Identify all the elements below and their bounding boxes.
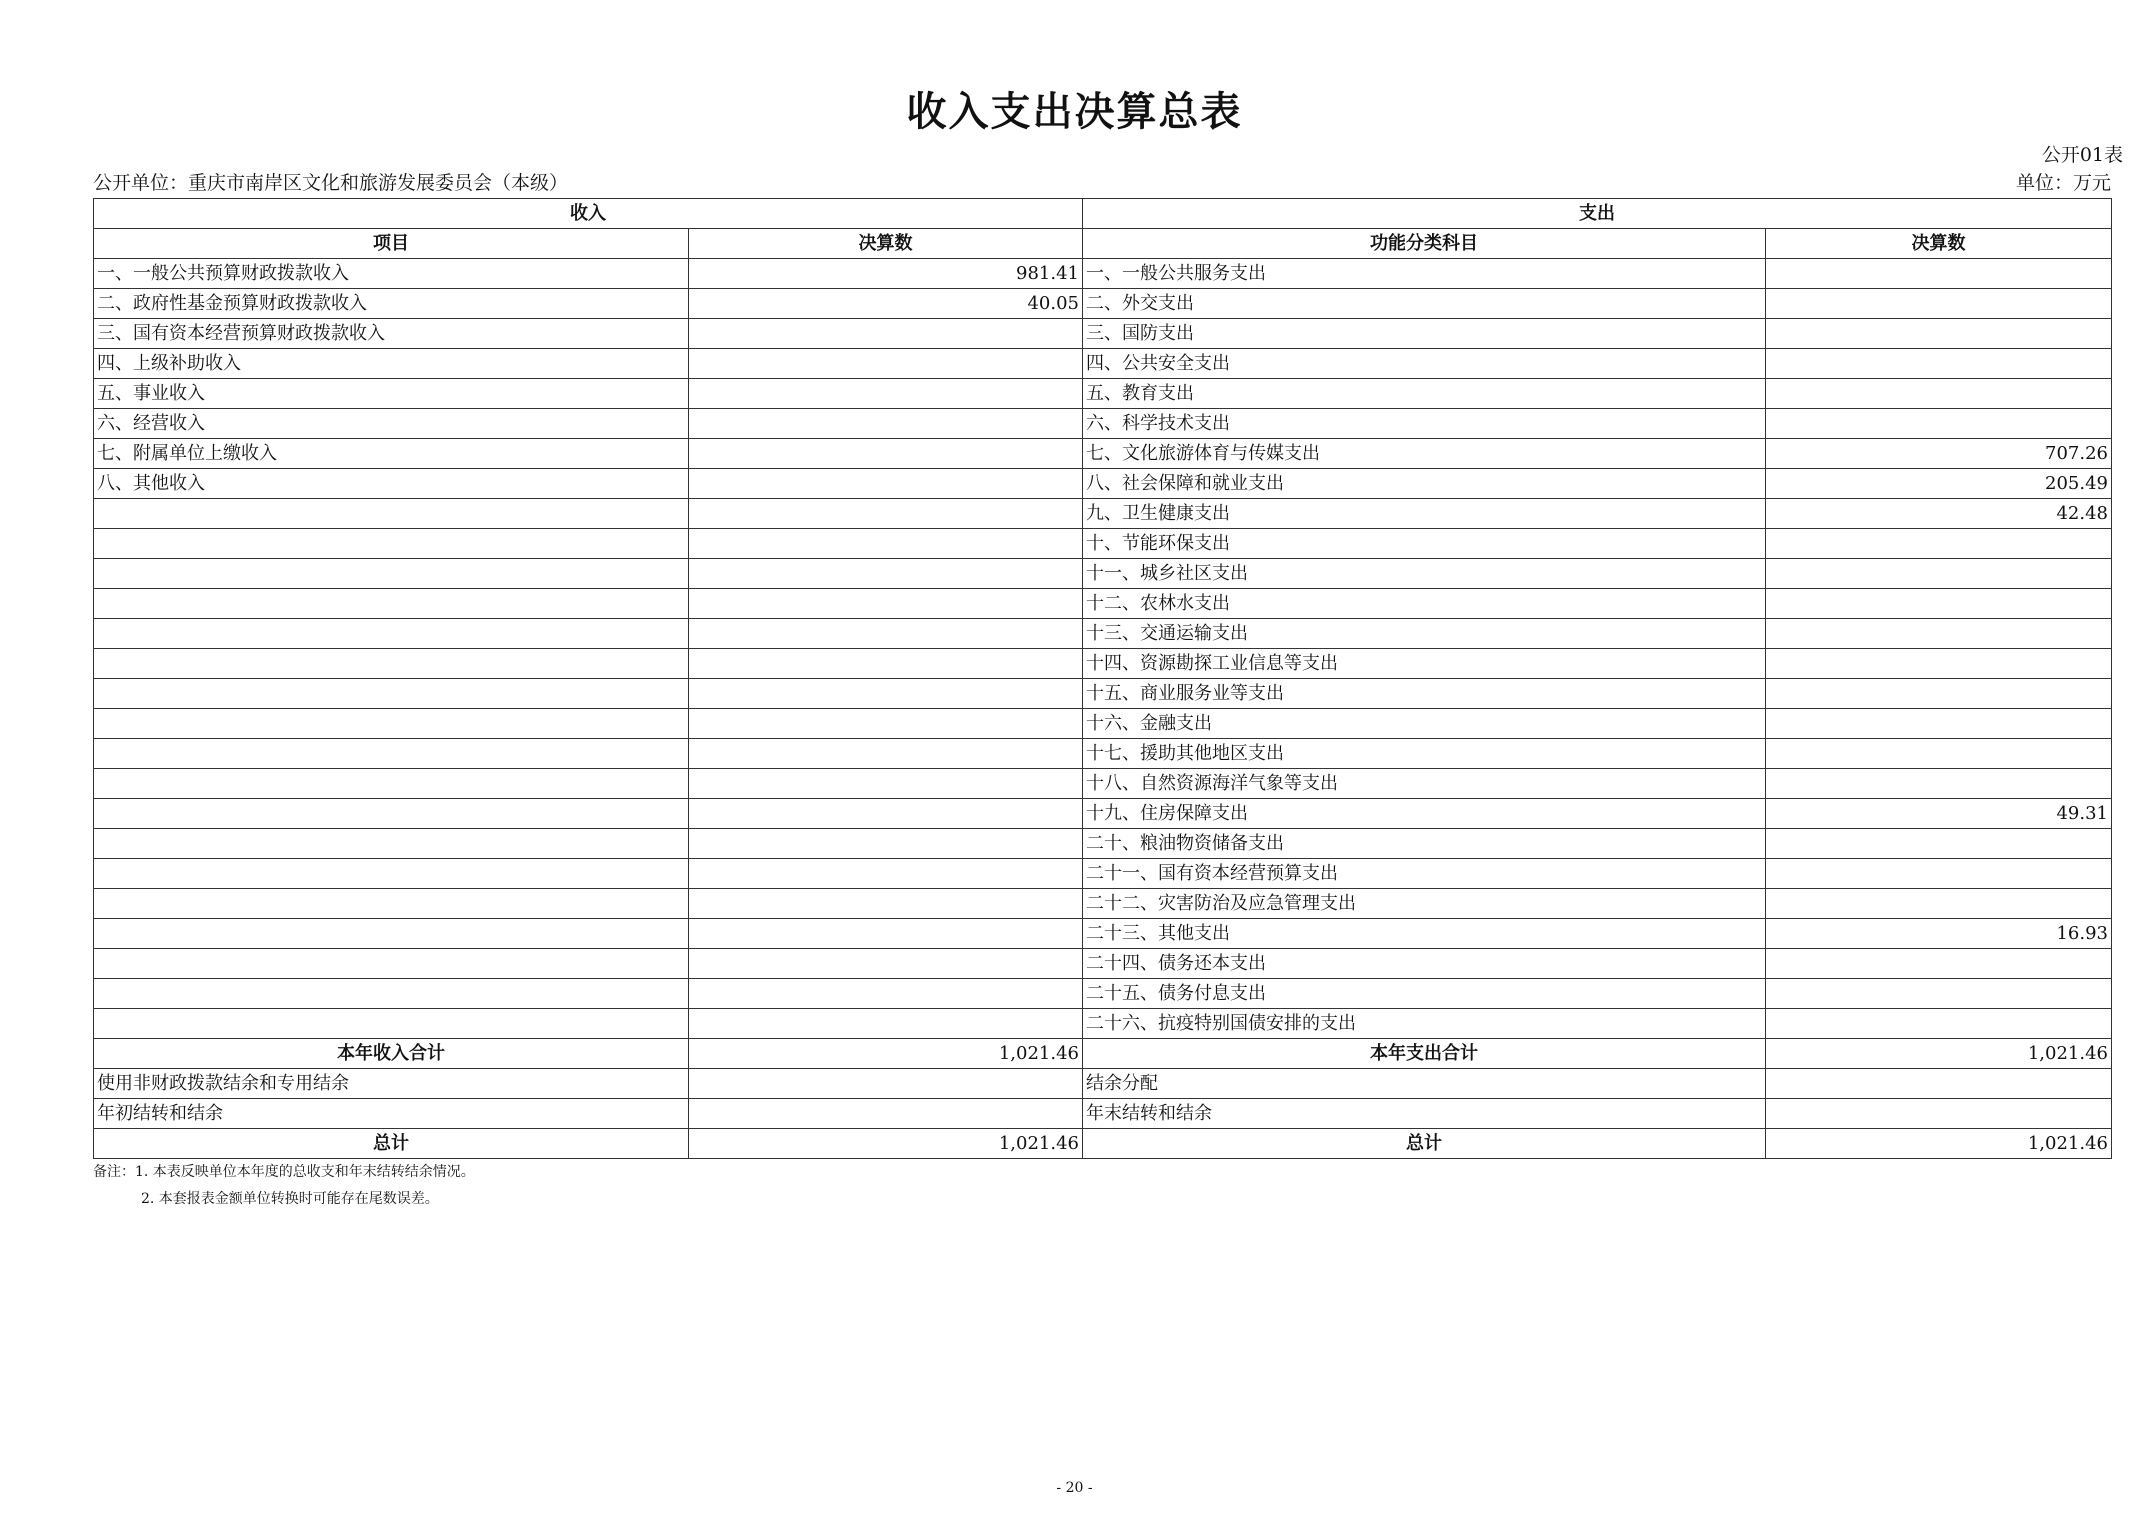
expense-item-cell: 九、卫生健康支出 xyxy=(1083,499,1766,529)
income-item-cell: 五、事业收入 xyxy=(94,379,689,409)
income-item-cell: 六、经营收入 xyxy=(94,409,689,439)
table-row xyxy=(94,559,2112,589)
expense-amount-cell: 205.49 xyxy=(1766,469,2112,499)
currency-unit: 单位：万元 xyxy=(2015,172,2111,194)
expense-amount-column-header: 决算数 xyxy=(1766,229,2112,259)
expense-amount-cell xyxy=(1766,949,2112,979)
income-item-cell xyxy=(94,709,689,739)
table-row xyxy=(94,289,2112,319)
income-item-cell xyxy=(94,949,689,979)
expense-item-cell: 十三、交通运输支出 xyxy=(1083,619,1766,649)
expense-amount-cell xyxy=(1766,1069,2112,1099)
expense-amount-cell xyxy=(1766,589,2112,619)
expense-amount-cell xyxy=(1766,679,2112,709)
table-row xyxy=(94,739,2112,769)
expense-item-cell: 六、科学技术支出 xyxy=(1083,409,1766,439)
table-row xyxy=(94,469,2112,499)
expense-amount-cell: 707.26 xyxy=(1766,439,2112,469)
income-amount-cell xyxy=(689,379,1083,409)
expense-amount-cell xyxy=(1766,409,2112,439)
income-item-cell: 三、国有资本经营预算财政拨款收入 xyxy=(94,319,689,349)
expense-amount-cell: 1,021.46 xyxy=(1766,1039,2112,1069)
header-row-top xyxy=(94,199,2112,229)
expense-amount-cell xyxy=(1766,289,2112,319)
income-amount-cell xyxy=(689,589,1083,619)
income-amount-cell xyxy=(689,529,1083,559)
income-header: 收入 xyxy=(94,199,1083,229)
expense-item-cell: 十八、自然资源海洋气象等支出 xyxy=(1083,769,1766,799)
expense-amount-cell: 42.48 xyxy=(1766,499,2112,529)
income-amount-cell xyxy=(689,979,1083,1009)
table-row xyxy=(94,829,2112,859)
expense-amount-cell xyxy=(1766,979,2112,1009)
table-row xyxy=(94,649,2112,679)
income-item-cell xyxy=(94,769,689,799)
table-body xyxy=(94,199,2112,1159)
expense-amount-cell xyxy=(1766,889,2112,919)
expense-item-cell: 十五、商业服务业等支出 xyxy=(1083,679,1766,709)
income-item-cell: 八、其他收入 xyxy=(94,469,689,499)
income-item-cell: 二、政府性基金预算财政拨款收入 xyxy=(94,289,689,319)
expense-amount-cell xyxy=(1766,739,2112,769)
expense-item-cell: 七、文化旅游体育与传媒支出 xyxy=(1083,439,1766,469)
table-row xyxy=(94,499,2112,529)
table-row xyxy=(94,379,2112,409)
expense-amount-cell xyxy=(1766,259,2112,289)
table-number: 公开01表 xyxy=(2041,144,2123,166)
income-item-cell: 一、一般公共预算财政拨款收入 xyxy=(94,259,689,289)
table-row xyxy=(94,529,2112,559)
expense-amount-cell xyxy=(1766,769,2112,799)
expense-amount-cell xyxy=(1766,529,2112,559)
expense-amount-cell xyxy=(1766,649,2112,679)
table-row xyxy=(94,1099,2112,1129)
income-item-cell xyxy=(94,979,689,1009)
expense-item-cell: 十七、援助其他地区支出 xyxy=(1083,739,1766,769)
expense-amount-cell xyxy=(1766,559,2112,589)
income-amount-cell xyxy=(689,409,1083,439)
income-amount-column-header: 决算数 xyxy=(689,229,1083,259)
expense-item-cell: 一、一般公共服务支出 xyxy=(1083,259,1766,289)
unit-name: 公开单位：重庆市南岸区文化和旅游发展委员会（本级） xyxy=(93,172,569,194)
expense-amount-cell: 49.31 xyxy=(1766,799,2112,829)
income-item-cell: 四、上级补助收入 xyxy=(94,349,689,379)
table-row xyxy=(94,769,2112,799)
income-amount-cell: 1,021.46 xyxy=(689,1129,1083,1159)
income-item-cell: 使用非财政拨款结余和专用结余 xyxy=(94,1069,689,1099)
page-title: 收入支出决算总表 xyxy=(906,89,1243,135)
table-row xyxy=(94,259,2112,289)
expense-amount-cell xyxy=(1766,319,2112,349)
income-item-cell xyxy=(94,649,689,679)
income-amount-cell xyxy=(689,439,1083,469)
income-amount-cell xyxy=(689,769,1083,799)
expense-header: 支出 xyxy=(1083,199,2112,229)
income-amount-cell xyxy=(689,739,1083,769)
income-item-cell: 总计 xyxy=(94,1129,689,1159)
table-row xyxy=(94,859,2112,889)
table-row xyxy=(94,979,2112,1009)
income-item-cell: 七、附属单位上缴收入 xyxy=(94,439,689,469)
func-category-column-header: 功能分类科目 xyxy=(1083,229,1766,259)
expense-item-cell: 十四、资源勘探工业信息等支出 xyxy=(1083,649,1766,679)
income-amount-cell: 1,021.46 xyxy=(689,1039,1083,1069)
income-item-cell xyxy=(94,919,689,949)
income-amount-cell xyxy=(689,319,1083,349)
table-row xyxy=(94,889,2112,919)
income-item-cell xyxy=(94,739,689,769)
expense-item-cell: 二十五、债务付息支出 xyxy=(1083,979,1766,1009)
table-row xyxy=(94,799,2112,829)
expense-item-cell: 二十四、债务还本支出 xyxy=(1083,949,1766,979)
table-row xyxy=(94,349,2112,379)
expense-amount-cell xyxy=(1766,1009,2112,1039)
subtotal-row xyxy=(94,1039,2112,1069)
income-amount-cell xyxy=(689,1099,1083,1129)
income-amount-cell xyxy=(689,949,1083,979)
income-amount-cell xyxy=(689,349,1083,379)
expense-item-cell: 二十三、其他支出 xyxy=(1083,919,1766,949)
expense-item-cell: 五、教育支出 xyxy=(1083,379,1766,409)
expense-amount-cell xyxy=(1766,829,2112,859)
income-item-cell xyxy=(94,679,689,709)
total-row xyxy=(94,1129,2112,1159)
income-item-cell: 年初结转和结余 xyxy=(94,1099,689,1129)
table-row xyxy=(94,619,2112,649)
expense-amount-cell xyxy=(1766,1099,2112,1129)
income-amount-cell xyxy=(689,859,1083,889)
table-row xyxy=(94,919,2112,949)
income-item-cell xyxy=(94,799,689,829)
table-row xyxy=(94,589,2112,619)
income-item-cell xyxy=(94,829,689,859)
expense-item-cell: 三、国防支出 xyxy=(1083,319,1766,349)
income-amount-cell xyxy=(689,649,1083,679)
income-item-cell xyxy=(94,859,689,889)
expense-amount-cell: 1,021.46 xyxy=(1766,1129,2112,1159)
income-item-cell xyxy=(94,589,689,619)
income-amount-cell xyxy=(689,709,1083,739)
income-item-cell xyxy=(94,559,689,589)
expense-item-cell: 十一、城乡社区支出 xyxy=(1083,559,1766,589)
expense-item-cell: 十、节能环保支出 xyxy=(1083,529,1766,559)
table-row xyxy=(94,679,2112,709)
expense-amount-cell xyxy=(1766,709,2112,739)
income-item-cell xyxy=(94,619,689,649)
income-amount-cell xyxy=(689,889,1083,919)
table-row xyxy=(94,1069,2112,1099)
expense-item-cell: 十六、金融支出 xyxy=(1083,709,1766,739)
expense-item-cell: 十二、农林水支出 xyxy=(1083,589,1766,619)
item-column-header: 项目 xyxy=(94,229,689,259)
note-1: 备注：1. 本表反映单位本年度的总收支和年末结转结余情况。 xyxy=(93,1164,475,1180)
expense-item-cell: 年末结转和结余 xyxy=(1083,1099,1766,1129)
expense-amount-cell xyxy=(1766,349,2112,379)
income-amount-cell xyxy=(689,499,1083,529)
table-row xyxy=(94,319,2112,349)
expense-item-cell: 本年支出合计 xyxy=(1083,1039,1766,1069)
income-item-cell: 本年收入合计 xyxy=(94,1039,689,1069)
page-number: - 20 - xyxy=(1056,1480,1093,1496)
income-amount-cell xyxy=(689,679,1083,709)
table-row xyxy=(94,409,2112,439)
income-amount-cell: 40.05 xyxy=(689,289,1083,319)
income-item-cell xyxy=(94,889,689,919)
table-row xyxy=(94,709,2112,739)
income-amount-cell xyxy=(689,1009,1083,1039)
income-expense-table xyxy=(93,198,2112,1159)
expense-item-cell: 四、公共安全支出 xyxy=(1083,349,1766,379)
income-amount-cell xyxy=(689,1069,1083,1099)
expense-item-cell: 十九、住房保障支出 xyxy=(1083,799,1766,829)
table-row xyxy=(94,1009,2112,1039)
expense-item-cell: 八、社会保障和就业支出 xyxy=(1083,469,1766,499)
expense-item-cell: 结余分配 xyxy=(1083,1069,1766,1099)
expense-amount-cell xyxy=(1766,859,2112,889)
table-row xyxy=(94,439,2112,469)
income-item-cell xyxy=(94,1009,689,1039)
expense-amount-cell: 16.93 xyxy=(1766,919,2112,949)
income-amount-cell xyxy=(689,559,1083,589)
expense-item-cell: 总计 xyxy=(1083,1129,1766,1159)
income-item-cell xyxy=(94,499,689,529)
expense-item-cell: 二、外交支出 xyxy=(1083,289,1766,319)
income-amount-cell xyxy=(689,919,1083,949)
income-item-cell xyxy=(94,529,689,559)
income-amount-cell xyxy=(689,469,1083,499)
expense-amount-cell xyxy=(1766,619,2112,649)
expense-item-cell: 二十六、抗疫特别国债安排的支出 xyxy=(1083,1009,1766,1039)
table-row xyxy=(94,949,2112,979)
expense-amount-cell xyxy=(1766,379,2112,409)
header-row-columns xyxy=(94,229,2112,259)
income-amount-cell xyxy=(689,799,1083,829)
expense-item-cell: 二十二、灾害防治及应急管理支出 xyxy=(1083,889,1766,919)
expense-item-cell: 二十、粮油物资储备支出 xyxy=(1083,829,1766,859)
income-amount-cell xyxy=(689,829,1083,859)
unit-line xyxy=(93,168,2111,195)
note-2: 2. 本套报表金额单位转换时可能存在尾数误差。 xyxy=(141,1191,439,1207)
income-amount-cell: 981.41 xyxy=(689,259,1083,289)
expense-item-cell: 二十一、国有资本经营预算支出 xyxy=(1083,859,1766,889)
notes xyxy=(93,1159,475,1213)
income-amount-cell xyxy=(689,619,1083,649)
